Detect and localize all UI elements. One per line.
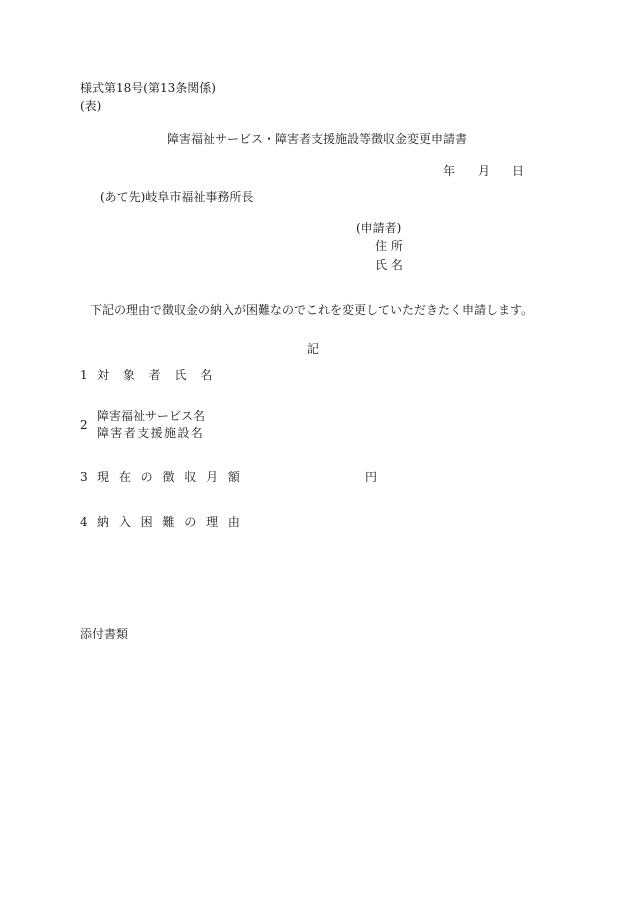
item-3-unit: 円 bbox=[365, 470, 378, 484]
item-3-number: 3 bbox=[80, 470, 88, 484]
form-number: 様式第18号(第13条関係) bbox=[80, 81, 216, 95]
item-3-label: 現 在 の 徴 収 月 額 bbox=[97, 470, 243, 484]
ki-heading: 記 bbox=[307, 342, 320, 356]
date-month: 月 bbox=[478, 164, 491, 178]
item-1-label: 対 象 者 氏 名 bbox=[97, 368, 218, 382]
addressee: (あて先)岐阜市福祉事務所長 bbox=[100, 190, 254, 204]
applicant-heading: (申請者) bbox=[356, 221, 402, 235]
document-title: 障害福祉サービス・障害者支援施設等徴収金変更申請書 bbox=[167, 132, 468, 146]
request-text: 下記の理由で徴収金の納入が困難なのでこれを変更していただきたく申請します。 bbox=[90, 303, 534, 317]
item-1-number: 1 bbox=[80, 368, 88, 382]
date-year: 年 bbox=[443, 164, 456, 178]
attachments-label: 添付書類 bbox=[80, 627, 129, 641]
item-2-label-line1: 障害福祉サービス名 bbox=[97, 409, 206, 423]
item-2-label-line2: 障害者支援施設名 bbox=[97, 426, 205, 440]
item-4-number: 4 bbox=[80, 515, 88, 529]
date-day: 日 bbox=[512, 164, 525, 178]
applicant-address-label: 住 所 bbox=[375, 239, 403, 253]
item-2-number: 2 bbox=[80, 418, 88, 432]
item-4-label: 納 入 困 難 の 理 由 bbox=[97, 515, 243, 529]
applicant-name-label: 氏 名 bbox=[375, 258, 403, 272]
side-indicator: (表) bbox=[80, 99, 102, 113]
